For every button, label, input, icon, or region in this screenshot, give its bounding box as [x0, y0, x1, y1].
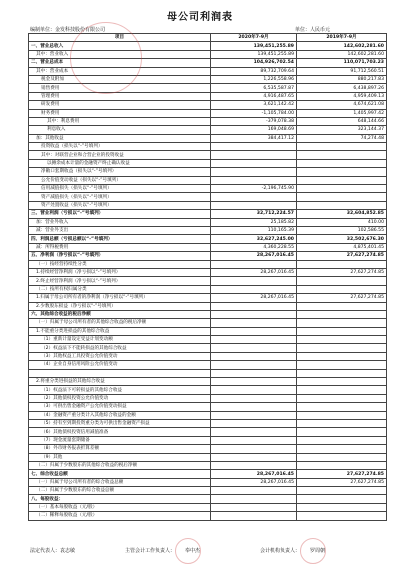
table-row	[29, 487, 387, 495]
row-value-prior	[297, 394, 387, 402]
row-value-prior: 27,627,274.85	[297, 252, 387, 260]
company-seal	[70, 22, 142, 94]
row-value-current: 89,732,709.64	[211, 67, 297, 75]
row-label: （3）其他权益工具投资公允价值变动	[29, 352, 211, 360]
row-value-current: 28,267,016.45	[211, 470, 297, 478]
row-value-current: 32,627,245.00	[211, 235, 297, 243]
table-row	[29, 394, 387, 402]
row-label: 三、营业利润（亏损以“-”号填列）	[29, 210, 211, 218]
row-value-prior	[297, 185, 387, 193]
row-value-prior: 410.00	[297, 218, 387, 226]
row-label: 资产减值损失（损失以“-”号填列）	[29, 193, 211, 201]
row-value-current	[211, 361, 297, 369]
row-label: 管理费用	[29, 92, 211, 100]
row-value-current	[211, 277, 297, 285]
income-statement-table	[28, 33, 387, 521]
row-value-current: 169,048.69	[211, 126, 297, 134]
column-header-prior: 2019年7-9月	[297, 34, 387, 42]
row-label: 四、利润总额（亏损总额以“-”号填列）	[29, 235, 211, 243]
unit-label: 单位：人民币元	[295, 27, 331, 33]
table-row	[29, 461, 387, 469]
row-value-prior	[297, 344, 387, 352]
legal-rep-name: 袁志敏	[60, 548, 76, 554]
row-label: 其中：营业成本	[29, 67, 211, 75]
table-row	[29, 201, 387, 209]
table-row	[29, 302, 387, 310]
row-value-prior: 74,274.48	[297, 134, 387, 142]
row-value-current: -379,078.38	[211, 117, 297, 125]
row-label: （9）其他	[29, 453, 211, 461]
table-row	[29, 285, 387, 293]
row-value-current	[211, 378, 297, 386]
row-value-current: 25,185.82	[211, 218, 297, 226]
row-label: 一、营业总收入	[29, 42, 211, 50]
table-row	[29, 277, 387, 285]
row-value-prior: 323,144.37	[297, 126, 387, 134]
table-row	[29, 310, 387, 318]
row-label: （5）持有至到期投资重分类为可供出售金融资产损益	[29, 419, 211, 427]
row-value-current: 1,226,558.96	[211, 75, 297, 83]
table-row	[29, 428, 387, 436]
row-label: （二）归属于少数股东的其他综合收益的税后净额	[29, 461, 211, 469]
row-value-prior: 32,502,676.30	[297, 235, 387, 243]
table-row	[29, 319, 387, 327]
row-value-current	[211, 352, 297, 360]
row-label: （4）企业自身信用风险公允价值变动	[29, 361, 211, 369]
row-value-current: 384,417.12	[211, 134, 297, 142]
table-row	[29, 352, 387, 360]
row-value-prior	[297, 453, 387, 461]
table-row	[29, 503, 387, 511]
row-value-prior	[297, 495, 387, 503]
row-value-current	[211, 453, 297, 461]
row-label: 八、每股收益：	[29, 495, 211, 503]
row-value-prior	[297, 386, 387, 394]
row-value-current	[211, 445, 297, 453]
row-value-prior	[297, 445, 387, 453]
row-value-current	[211, 344, 297, 352]
table-row	[29, 193, 387, 201]
table-row	[29, 436, 387, 444]
table-row	[29, 327, 387, 335]
table-row	[29, 453, 387, 461]
row-value-current: 4,916,487.65	[211, 92, 297, 100]
row-label: 五、净利润（净亏损以“-”号填列）	[29, 252, 211, 260]
row-value-current	[211, 436, 297, 444]
row-value-current	[211, 487, 297, 495]
table-row	[29, 445, 387, 453]
row-value-prior	[297, 151, 387, 159]
row-value-prior	[297, 319, 387, 327]
row-label: （1）重新计量设定受益计划变动额	[29, 336, 211, 344]
table-row	[29, 478, 387, 486]
row-value-prior: 648,144.66	[297, 117, 387, 125]
table-row	[29, 386, 387, 394]
row-label: 利息收入	[29, 126, 211, 134]
table-row	[29, 134, 387, 142]
row-value-prior	[297, 176, 387, 184]
row-label: 财务费用	[29, 109, 211, 117]
table-row	[29, 117, 387, 125]
row-value-current	[211, 403, 297, 411]
row-label: 销售费用	[29, 84, 211, 92]
row-value-current	[211, 168, 297, 176]
row-value-prior	[297, 159, 387, 167]
row-value-current	[211, 310, 297, 318]
table-row	[29, 109, 387, 117]
row-value-current: 139,451,255.89	[211, 50, 297, 58]
row-label: （3）可供出售金融资产公允价值变动损益	[29, 403, 211, 411]
row-value-prior: 142,602,281.60	[297, 42, 387, 50]
row-label: 加：其他收益	[29, 134, 211, 142]
company-label: 编制单位：金发科技股份有限公司	[30, 27, 106, 33]
row-value-prior: 1,405,997.42	[297, 109, 387, 117]
row-value-current	[211, 369, 297, 377]
table-row	[29, 126, 387, 134]
table-row	[29, 512, 387, 520]
row-label: （4）金融资产重分类计入其他综合收益的金额	[29, 411, 211, 419]
row-value-prior: 27,627,274.85	[297, 478, 387, 486]
row-value-prior	[297, 285, 387, 293]
row-value-current: 6,535,587.87	[211, 84, 297, 92]
table-row	[29, 411, 387, 419]
row-label: （一）归属于母公司所有者的其他综合收益的税后净额	[29, 319, 211, 327]
row-value-current	[211, 512, 297, 520]
row-value-prior	[297, 352, 387, 360]
row-label: 资产处置收益（损失以“-”号填列）	[29, 201, 211, 209]
row-value-prior: 4,959,409.13	[297, 92, 387, 100]
accounting-dept-label: 会计机构负责人：	[260, 548, 301, 554]
row-value-current: -1,105,784.00	[211, 109, 297, 117]
table-row	[29, 176, 387, 184]
table-row	[29, 403, 387, 411]
row-value-current: 28,267,016.45	[211, 294, 297, 302]
row-label: 七、综合收益总额	[29, 470, 211, 478]
table-row	[29, 252, 387, 260]
row-value-prior: 880,217.83	[297, 75, 387, 83]
row-value-current	[211, 327, 297, 335]
row-value-prior: 102,586.55	[297, 226, 387, 234]
row-value-prior	[297, 302, 387, 310]
row-value-current	[211, 386, 297, 394]
table-row	[29, 378, 387, 386]
row-value-current	[211, 461, 297, 469]
table-row	[29, 294, 387, 302]
table-row	[29, 260, 387, 268]
row-value-current	[211, 159, 297, 167]
row-label: （二）归属于少数股东的综合收益总额	[29, 487, 211, 495]
row-value-current	[211, 201, 297, 209]
row-label: （7）现金流量套期储备	[29, 436, 211, 444]
row-value-current	[211, 319, 297, 327]
row-value-current: 139,451,255.89	[211, 42, 297, 50]
row-value-current	[211, 419, 297, 427]
row-value-prior	[297, 503, 387, 511]
accounting-dept-name: 罗周朝	[310, 548, 326, 554]
row-label: 投资收益（损失以“-”号填列）	[29, 143, 211, 151]
table-row	[29, 218, 387, 226]
row-label: 研发费用	[29, 101, 211, 109]
row-label: 1.持续经营净利润（净亏损以“-”号填列）	[29, 268, 211, 276]
row-value-prior	[297, 378, 387, 386]
row-value-current	[211, 411, 297, 419]
row-value-prior: 32,604,852.85	[297, 210, 387, 218]
accounting-head-name: 奉中杰	[185, 548, 201, 554]
row-label: 2.少数股东损益（净亏损以“-”号填列）	[29, 302, 211, 310]
row-value-current	[211, 285, 297, 293]
table-row	[29, 168, 387, 176]
table-row	[29, 369, 387, 377]
row-label: 净敞口套期收益（损失以“-”号填列）	[29, 168, 211, 176]
table-row	[29, 344, 387, 352]
row-value-current	[211, 260, 297, 268]
row-value-current: 28,267,016.45	[211, 252, 297, 260]
row-value-current: 28,267,016.45	[211, 478, 297, 486]
row-label: （二）按所有权归属分类	[29, 285, 211, 293]
row-label: 2.终止经营净利润（净亏损以“-”号填列）	[29, 277, 211, 285]
table-row	[29, 151, 387, 159]
row-value-prior: 4,674,621.08	[297, 101, 387, 109]
row-label: （一）基本每股收益（元/股）	[29, 503, 211, 511]
row-value-current: 32,712,224.57	[211, 210, 297, 218]
row-value-current	[211, 428, 297, 436]
row-value-prior	[297, 336, 387, 344]
row-value-prior	[297, 403, 387, 411]
row-label: 1.不能重分类进损益的其他综合收益	[29, 327, 211, 335]
row-label: 税金及附加	[29, 75, 211, 83]
row-value-current: 3,621,142.42	[211, 101, 297, 109]
row-value-prior	[297, 512, 387, 520]
row-label: 其中：利息费用	[29, 117, 211, 125]
row-value-current: 104,926,702.54	[211, 59, 297, 67]
row-label: 六、其他综合收益的税后净额	[29, 310, 211, 318]
table-row	[29, 470, 387, 478]
row-value-current: 4,360,228.55	[211, 243, 297, 251]
table-row	[29, 143, 387, 151]
row-value-current	[211, 503, 297, 511]
row-label: 1.归属于母公司所有者的净利润（净亏损以“-”号填列）	[29, 294, 211, 302]
table-row	[29, 101, 387, 109]
table-row	[29, 235, 387, 243]
row-value-prior	[297, 361, 387, 369]
row-value-prior	[297, 168, 387, 176]
row-value-current: 28,267,016.45	[211, 268, 297, 276]
row-value-prior: 4,875,401.45	[297, 243, 387, 251]
row-label: （6）其他债权投资信用减值准备	[29, 428, 211, 436]
row-label: 其中：对联营企业和合营企业的投资收益	[29, 151, 211, 159]
row-value-current: 110,165.39	[211, 226, 297, 234]
table-row	[29, 361, 387, 369]
row-value-prior: 110,071,703.23	[297, 59, 387, 67]
table-row	[29, 185, 387, 193]
row-label: （一）按经营持续性分类	[29, 260, 211, 268]
row-label: （2）其他债权投资公允价值变动	[29, 394, 211, 402]
row-label: 其中：营业收入	[29, 50, 211, 58]
row-value-prior	[297, 193, 387, 201]
row-value-current: -2,196,745.90	[211, 185, 297, 193]
row-label: 加：营业外收入	[29, 218, 211, 226]
table-row	[29, 268, 387, 276]
table-row	[29, 419, 387, 427]
table-row	[29, 336, 387, 344]
row-value-prior	[297, 419, 387, 427]
row-label: （1）权益法下可转损益的其他综合收益	[29, 386, 211, 394]
table-row	[29, 243, 387, 251]
row-value-prior	[297, 436, 387, 444]
column-header-item: 项目	[29, 34, 211, 42]
table-row	[29, 159, 387, 167]
table-row	[29, 226, 387, 234]
row-label: 信用减值损失（损失以“-”号填列）	[29, 185, 211, 193]
row-value-prior	[297, 411, 387, 419]
row-value-prior	[297, 277, 387, 285]
row-value-prior: 27,627,274.85	[297, 268, 387, 276]
row-label: 二、营业总成本	[29, 59, 211, 67]
row-value-prior	[297, 487, 387, 495]
table-row	[29, 92, 387, 100]
row-value-current	[211, 302, 297, 310]
row-label: 减：营业外支出	[29, 226, 211, 234]
row-label: （2）权益法下不能转损益的其他综合收益	[29, 344, 211, 352]
row-label: 公允价值变动收益（损失以“-”号填列）	[29, 176, 211, 184]
row-value-current	[211, 394, 297, 402]
row-value-prior	[297, 143, 387, 151]
row-value-prior: 6,438,897.26	[297, 84, 387, 92]
row-value-current	[211, 151, 297, 159]
row-value-prior	[297, 461, 387, 469]
row-value-prior: 27,627,274.85	[297, 470, 387, 478]
accounting-head-label: 主管会计工作负责人：	[125, 548, 176, 554]
column-header-current: 2020年7-9月	[211, 34, 297, 42]
row-value-current	[211, 495, 297, 503]
row-value-prior	[297, 428, 387, 436]
row-value-current	[211, 193, 297, 201]
row-value-current	[211, 336, 297, 344]
row-label	[29, 369, 211, 377]
row-value-current	[211, 143, 297, 151]
row-value-prior	[297, 310, 387, 318]
row-label: 减：所得税费用	[29, 243, 211, 251]
row-value-prior: 142,602,281.60	[297, 50, 387, 58]
row-label: 2.将重分类进损益的其他综合收益	[29, 378, 211, 386]
row-value-current	[211, 176, 297, 184]
table-row	[29, 210, 387, 218]
table-row	[29, 495, 387, 503]
row-label: （一）归属于母公司所有者的综合收益总额	[29, 478, 211, 486]
legal-rep-label: 法定代表人：	[30, 548, 61, 554]
row-label: （二）稀释每股收益（元/股）	[29, 512, 211, 520]
row-value-prior	[297, 369, 387, 377]
row-value-prior: 91,712,560.51	[297, 67, 387, 75]
row-label: （8）外币财务报表折算差额	[29, 445, 211, 453]
row-value-prior	[297, 201, 387, 209]
row-value-prior	[297, 260, 387, 268]
row-value-prior: 27,627,274.85	[297, 294, 387, 302]
document-title: 母公司利润表	[167, 12, 233, 23]
row-label: 以摊余成本计量的金融资产终止确认收益	[29, 159, 211, 167]
row-value-prior	[297, 327, 387, 335]
